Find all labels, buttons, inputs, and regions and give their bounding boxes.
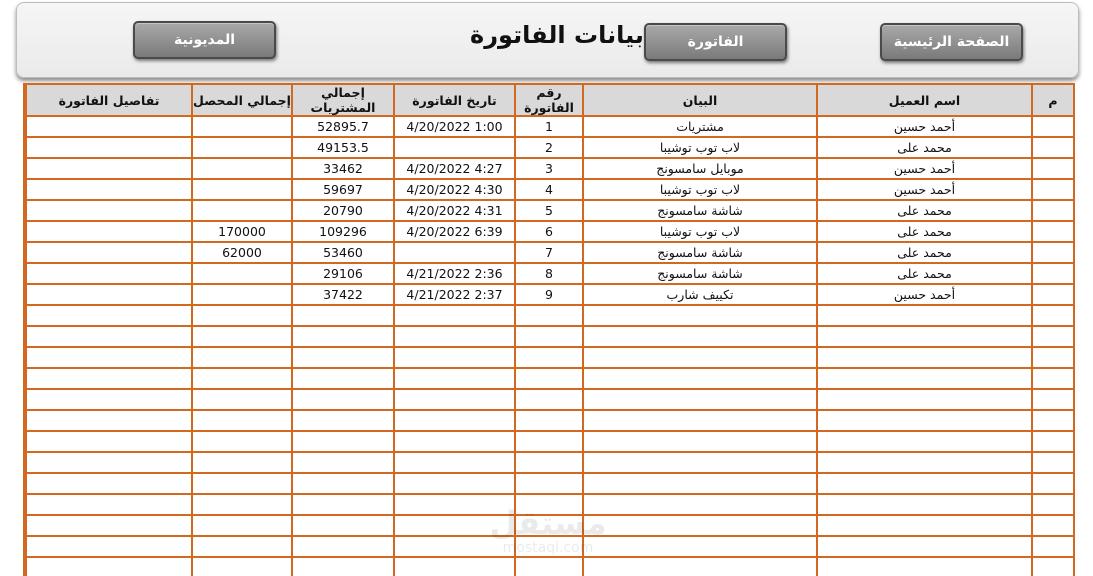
- cell-total-collected[interactable]: [192, 347, 292, 368]
- cell-total-purchases[interactable]: 59697: [292, 179, 394, 200]
- cell-invoice-number[interactable]: 2: [515, 137, 583, 158]
- column-header-m[interactable]: م: [1032, 84, 1074, 116]
- cell-invoice-date[interactable]: 4/20/2022 6:39: [394, 221, 515, 242]
- home-page-button[interactable]: الصفحة الرئيسية: [880, 23, 1023, 61]
- cell-invoice-number[interactable]: 5: [515, 200, 583, 221]
- cell-m[interactable]: [1032, 494, 1074, 515]
- invoice-table: [25, 83, 1075, 576]
- cell-total-purchases[interactable]: [292, 410, 394, 431]
- cell-description[interactable]: موبايل سامسونج: [583, 158, 817, 179]
- cell-total-collected[interactable]: [192, 263, 292, 284]
- cell-invoice-date[interactable]: [394, 494, 515, 515]
- table-row: [26, 221, 1074, 242]
- cell-invoice-number[interactable]: [515, 431, 583, 452]
- column-header-invoice-details[interactable]: تفاصيل الفاتورة: [26, 84, 192, 116]
- table-row: [26, 263, 1074, 284]
- cell-invoice-date[interactable]: [394, 368, 515, 389]
- cell-m[interactable]: [1032, 200, 1074, 221]
- cell-customer[interactable]: [817, 452, 1032, 473]
- cell-description[interactable]: [583, 410, 817, 431]
- cell-customer[interactable]: محمد على: [817, 263, 1032, 284]
- cell-description[interactable]: شاشة سامسونج: [583, 200, 817, 221]
- cell-description[interactable]: لاب توب توشيبا: [583, 179, 817, 200]
- cell-invoice-number[interactable]: 9: [515, 284, 583, 305]
- cell-invoice-details[interactable]: [26, 221, 192, 242]
- cell-description[interactable]: [583, 494, 817, 515]
- table-row: [26, 116, 1074, 137]
- cell-total-collected[interactable]: [192, 200, 292, 221]
- table-row: [26, 410, 1074, 431]
- cell-total-purchases[interactable]: 37422: [292, 284, 394, 305]
- cell-invoice-date[interactable]: [394, 389, 515, 410]
- cell-total-collected[interactable]: [192, 326, 292, 347]
- cell-total-purchases[interactable]: 49153.5: [292, 137, 394, 158]
- cell-total-purchases[interactable]: 53460: [292, 242, 394, 263]
- cell-total-purchases[interactable]: [292, 473, 394, 494]
- cell-total-collected[interactable]: 62000: [192, 242, 292, 263]
- cell-m[interactable]: [1032, 389, 1074, 410]
- table-row: [26, 536, 1074, 557]
- cell-description[interactable]: [583, 515, 817, 536]
- cell-description[interactable]: [583, 536, 817, 557]
- cell-total-collected[interactable]: [192, 305, 292, 326]
- cell-m[interactable]: [1032, 221, 1074, 242]
- cell-customer[interactable]: محمد على: [817, 137, 1032, 158]
- cell-total-purchases[interactable]: 29106: [292, 263, 394, 284]
- cell-invoice-date[interactable]: 4/20/2022 4:31: [394, 200, 515, 221]
- cell-m[interactable]: [1032, 557, 1074, 576]
- cell-invoice-number[interactable]: 1: [515, 116, 583, 137]
- cell-m[interactable]: [1032, 158, 1074, 179]
- cell-invoice-details[interactable]: [26, 284, 192, 305]
- cell-total-collected[interactable]: [192, 410, 292, 431]
- cell-invoice-details[interactable]: [26, 326, 192, 347]
- cell-invoice-date[interactable]: [394, 515, 515, 536]
- cell-invoice-number[interactable]: [515, 473, 583, 494]
- cell-invoice-details[interactable]: [26, 137, 192, 158]
- table-row: [26, 368, 1074, 389]
- table-row: [26, 431, 1074, 452]
- cell-customer[interactable]: [817, 536, 1032, 557]
- table-body: [26, 116, 1074, 576]
- table-row: [26, 494, 1074, 515]
- cell-invoice-details[interactable]: [26, 389, 192, 410]
- cell-description[interactable]: لاب توب توشيبا: [583, 221, 817, 242]
- cell-m[interactable]: [1032, 263, 1074, 284]
- cell-invoice-details[interactable]: [26, 452, 192, 473]
- cell-customer[interactable]: [817, 473, 1032, 494]
- cell-invoice-details[interactable]: [26, 179, 192, 200]
- cell-invoice-details[interactable]: [26, 347, 192, 368]
- table-row: [26, 326, 1074, 347]
- column-header-description[interactable]: البيان: [583, 84, 817, 116]
- watermark-text: مستقل: [489, 504, 607, 542]
- cell-m[interactable]: [1032, 326, 1074, 347]
- cell-invoice-details[interactable]: [26, 431, 192, 452]
- cell-invoice-number[interactable]: [515, 515, 583, 536]
- cell-m[interactable]: [1032, 431, 1074, 452]
- table-header-row: [26, 84, 1074, 116]
- table-row: [26, 284, 1074, 305]
- cell-total-purchases[interactable]: [292, 347, 394, 368]
- cell-m[interactable]: [1032, 242, 1074, 263]
- cell-invoice-details[interactable]: [26, 263, 192, 284]
- cell-description[interactable]: [583, 347, 817, 368]
- cell-invoice-number[interactable]: 6: [515, 221, 583, 242]
- cell-description[interactable]: لاب توب توشيبا: [583, 137, 817, 158]
- cell-m[interactable]: [1032, 515, 1074, 536]
- cell-description[interactable]: [583, 452, 817, 473]
- cell-description[interactable]: [583, 389, 817, 410]
- table-row: [26, 515, 1074, 536]
- cell-customer[interactable]: [817, 389, 1032, 410]
- cell-m[interactable]: [1032, 536, 1074, 557]
- cell-total-collected[interactable]: [192, 389, 292, 410]
- cell-m[interactable]: [1032, 347, 1074, 368]
- table-row: [26, 389, 1074, 410]
- invoice-button[interactable]: الفاتورة: [644, 23, 787, 61]
- cell-invoice-date[interactable]: [394, 452, 515, 473]
- cell-total-purchases[interactable]: 109296: [292, 221, 394, 242]
- cell-invoice-date[interactable]: 4/20/2022 4:27: [394, 158, 515, 179]
- cell-total-purchases[interactable]: 33462: [292, 158, 394, 179]
- cell-total-collected[interactable]: [192, 557, 292, 576]
- cell-invoice-details[interactable]: [26, 200, 192, 221]
- cell-m[interactable]: [1032, 179, 1074, 200]
- cell-invoice-details[interactable]: [26, 410, 192, 431]
- cell-total-collected[interactable]: [192, 137, 292, 158]
- cell-m[interactable]: [1032, 473, 1074, 494]
- cell-total-collected[interactable]: 170000: [192, 221, 292, 242]
- cell-total-purchases[interactable]: [292, 452, 394, 473]
- table-row: [26, 305, 1074, 326]
- cell-customer[interactable]: محمد على: [817, 221, 1032, 242]
- cell-customer[interactable]: [817, 410, 1032, 431]
- cell-total-collected[interactable]: [192, 431, 292, 452]
- cell-total-purchases[interactable]: [292, 305, 394, 326]
- cell-invoice-number[interactable]: [515, 305, 583, 326]
- table-row: [26, 557, 1074, 576]
- cell-customer[interactable]: [817, 305, 1032, 326]
- cell-m[interactable]: [1032, 452, 1074, 473]
- cell-total-collected[interactable]: [192, 116, 292, 137]
- cell-invoice-date[interactable]: [394, 557, 515, 576]
- cell-invoice-details[interactable]: [26, 158, 192, 179]
- cell-customer[interactable]: محمد على: [817, 200, 1032, 221]
- cell-total-collected[interactable]: [192, 284, 292, 305]
- cell-invoice-details[interactable]: [26, 536, 192, 557]
- cell-invoice-details[interactable]: [26, 494, 192, 515]
- cell-invoice-number[interactable]: 3: [515, 158, 583, 179]
- table-row: [26, 452, 1074, 473]
- cell-description[interactable]: شاشة سامسونج: [583, 263, 817, 284]
- cell-customer[interactable]: [817, 326, 1032, 347]
- cell-invoice-number[interactable]: 8: [515, 263, 583, 284]
- cell-description[interactable]: شاشة سامسونج: [583, 242, 817, 263]
- cell-description[interactable]: [583, 368, 817, 389]
- cell-total-collected[interactable]: [192, 452, 292, 473]
- cell-invoice-date[interactable]: [394, 326, 515, 347]
- table-row: [26, 158, 1074, 179]
- cell-invoice-details[interactable]: [26, 557, 192, 576]
- cell-invoice-date[interactable]: [394, 473, 515, 494]
- cell-total-purchases[interactable]: [292, 557, 394, 576]
- cell-total-collected[interactable]: [192, 179, 292, 200]
- cell-invoice-number[interactable]: [515, 494, 583, 515]
- cell-total-purchases[interactable]: [292, 368, 394, 389]
- cell-total-collected[interactable]: [192, 536, 292, 557]
- cell-total-collected[interactable]: [192, 158, 292, 179]
- cell-total-purchases[interactable]: [292, 431, 394, 452]
- cell-invoice-number[interactable]: 7: [515, 242, 583, 263]
- cell-m[interactable]: [1032, 137, 1074, 158]
- cell-invoice-details[interactable]: [26, 515, 192, 536]
- cell-invoice-date[interactable]: [394, 305, 515, 326]
- cell-description[interactable]: [583, 431, 817, 452]
- cell-m[interactable]: [1032, 368, 1074, 389]
- cell-total-purchases[interactable]: [292, 389, 394, 410]
- cell-total-purchases[interactable]: [292, 326, 394, 347]
- cell-m[interactable]: [1032, 305, 1074, 326]
- table-row: [26, 137, 1074, 158]
- cell-total-purchases[interactable]: 52895.7: [292, 116, 394, 137]
- cell-invoice-date[interactable]: [394, 347, 515, 368]
- cell-customer[interactable]: [817, 494, 1032, 515]
- cell-m[interactable]: [1032, 410, 1074, 431]
- cell-description[interactable]: [583, 557, 817, 576]
- debt-button[interactable]: المديونية: [133, 21, 276, 59]
- cell-description[interactable]: [583, 305, 817, 326]
- column-header-invoice-number[interactable]: رقم الفاتورة: [515, 84, 583, 116]
- cell-customer[interactable]: [817, 515, 1032, 536]
- cell-invoice-details[interactable]: [26, 116, 192, 137]
- cell-description[interactable]: تكييف شارب: [583, 284, 817, 305]
- cell-invoice-number[interactable]: [515, 389, 583, 410]
- cell-invoice-date[interactable]: [394, 536, 515, 557]
- cell-invoice-number[interactable]: [515, 536, 583, 557]
- cell-customer[interactable]: أحمد حسين: [817, 158, 1032, 179]
- cell-invoice-number[interactable]: [515, 347, 583, 368]
- table-row: [26, 200, 1074, 221]
- cell-description[interactable]: [583, 326, 817, 347]
- table-row: [26, 473, 1074, 494]
- cell-invoice-date[interactable]: 4/20/2022 1:00: [394, 116, 515, 137]
- cell-customer[interactable]: [817, 557, 1032, 576]
- invoice-table-container: [23, 83, 1075, 576]
- column-header-total-collected[interactable]: إجمالي المحصل: [192, 84, 292, 116]
- cell-customer[interactable]: [817, 368, 1032, 389]
- cell-invoice-date[interactable]: [394, 410, 515, 431]
- cell-customer[interactable]: محمد على: [817, 242, 1032, 263]
- cell-total-collected[interactable]: [192, 473, 292, 494]
- column-header-customer[interactable]: اسم العميل: [817, 84, 1032, 116]
- cell-m[interactable]: [1032, 116, 1074, 137]
- page-title: بيانات الفاتورة: [470, 21, 644, 49]
- cell-invoice-number[interactable]: [515, 368, 583, 389]
- column-header-total-purchases[interactable]: إجمالي المشتريات: [292, 84, 394, 116]
- cell-invoice-number[interactable]: [515, 410, 583, 431]
- cell-customer[interactable]: أحمد حسين: [817, 179, 1032, 200]
- cell-invoice-number[interactable]: [515, 452, 583, 473]
- cell-total-collected[interactable]: [192, 515, 292, 536]
- cell-total-purchases[interactable]: 20790: [292, 200, 394, 221]
- header-panel: [16, 2, 1079, 78]
- cell-total-purchases[interactable]: [292, 494, 394, 515]
- cell-customer[interactable]: أحمد حسين: [817, 284, 1032, 305]
- table-row: [26, 179, 1074, 200]
- watermark-url: mostaql.com: [502, 540, 594, 556]
- table-row: [26, 242, 1074, 263]
- cell-description[interactable]: [583, 473, 817, 494]
- cell-invoice-date[interactable]: [394, 431, 515, 452]
- cell-invoice-details[interactable]: [26, 242, 192, 263]
- cell-invoice-number[interactable]: 4: [515, 179, 583, 200]
- cell-invoice-date[interactable]: [394, 137, 515, 158]
- cell-customer[interactable]: [817, 347, 1032, 368]
- cell-total-collected[interactable]: [192, 368, 292, 389]
- cell-m[interactable]: [1032, 284, 1074, 305]
- cell-invoice-date[interactable]: 4/20/2022 4:30: [394, 179, 515, 200]
- cell-description[interactable]: مشتريات: [583, 116, 817, 137]
- cell-total-collected[interactable]: [192, 494, 292, 515]
- cell-invoice-date[interactable]: 4/21/2022 2:37: [394, 284, 515, 305]
- cell-total-purchases[interactable]: [292, 536, 394, 557]
- cell-customer[interactable]: أحمد حسين: [817, 116, 1032, 137]
- cell-invoice-details[interactable]: [26, 368, 192, 389]
- cell-total-purchases[interactable]: [292, 515, 394, 536]
- cell-invoice-number[interactable]: [515, 326, 583, 347]
- cell-invoice-details[interactable]: [26, 305, 192, 326]
- cell-invoice-date[interactable]: [394, 242, 515, 263]
- cell-customer[interactable]: [817, 431, 1032, 452]
- table-row: [26, 347, 1074, 368]
- cell-invoice-date[interactable]: 4/21/2022 2:36: [394, 263, 515, 284]
- column-header-invoice-date[interactable]: تاريخ الفاتورة: [394, 84, 515, 116]
- cell-invoice-details[interactable]: [26, 473, 192, 494]
- cell-invoice-number[interactable]: [515, 557, 583, 576]
